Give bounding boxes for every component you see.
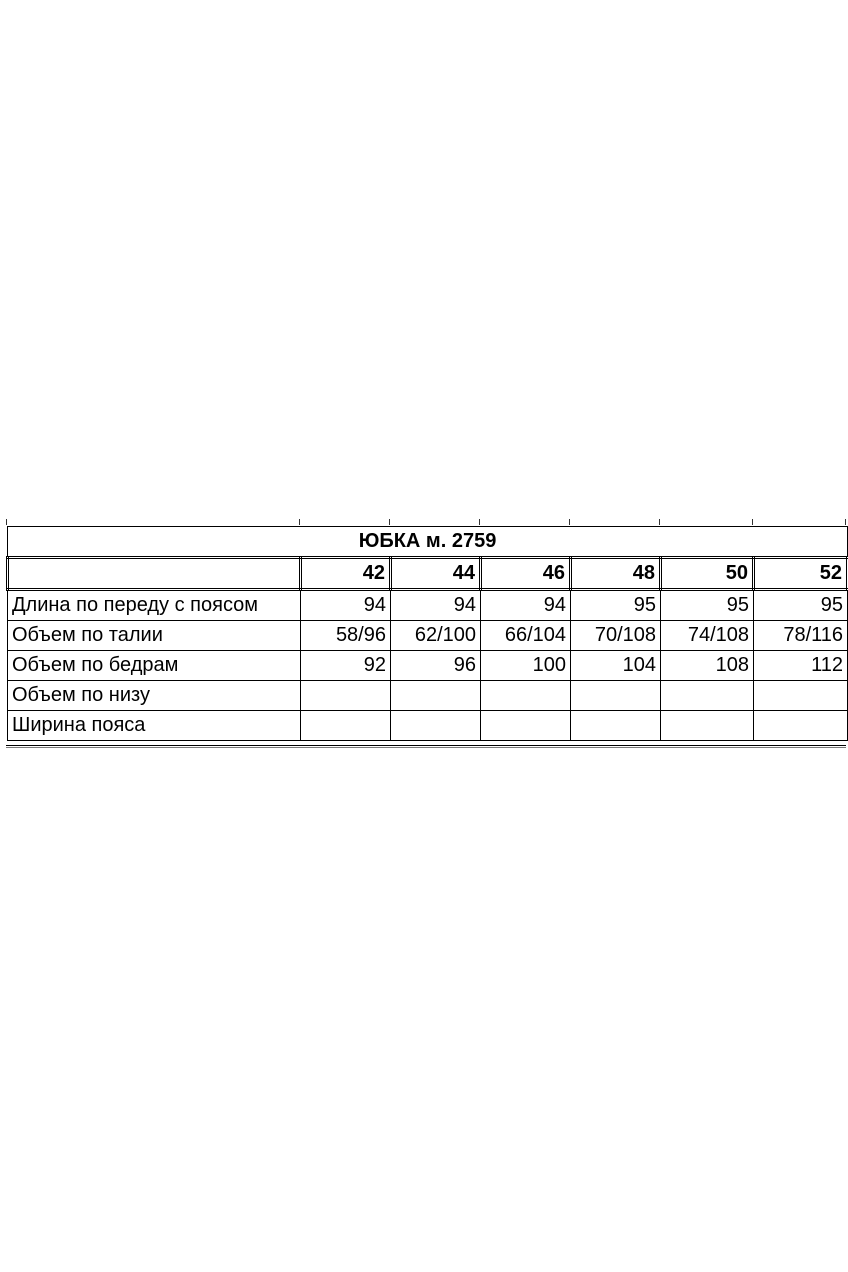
row-label: Объем по бедрам [8,651,301,681]
table-cell: 96 [391,651,481,681]
table-cell: 94 [391,590,481,621]
table-cell: 58/96 [301,621,391,651]
size-table [6,526,848,741]
table-cell: 66/104 [481,621,571,651]
table-cell: 104 [571,651,661,681]
table-cell: 62/100 [391,621,481,651]
table-cell: 70/108 [571,621,661,651]
table-row [8,621,848,651]
table-cell [571,681,661,711]
table-cell [754,681,848,711]
table-cell [571,711,661,741]
table-row [8,590,848,621]
table-cell: 95 [754,590,848,621]
table-cell: 95 [571,590,661,621]
table-title: ЮБКА м. 2759 [8,527,848,558]
row-label: Объем по низу [8,681,301,711]
size-header-cell: 42 [301,558,391,590]
row-label: Объем по талии [8,621,301,651]
table-cell: 94 [301,590,391,621]
table-row [8,711,848,741]
bottom-border-rule [6,745,846,748]
table-cell [391,681,481,711]
table-cell: 108 [661,651,754,681]
size-header-cell: 48 [571,558,661,590]
table-cell [301,681,391,711]
table-cell: 100 [481,651,571,681]
table-cell: 92 [301,651,391,681]
table-cell [481,711,571,741]
table-row [8,681,848,711]
table-cell: 74/108 [661,621,754,651]
table-cell: 95 [661,590,754,621]
table-cell [754,711,848,741]
table-cell [481,681,571,711]
size-header-cell: 50 [661,558,754,590]
size-header-cell: 52 [754,558,848,590]
table-row [8,651,848,681]
table-cell [661,681,754,711]
table-cell [661,711,754,741]
table-cell: 94 [481,590,571,621]
row-label: Длина по переду с поясом [8,590,301,621]
table-cell: 78/116 [754,621,848,651]
size-header-row [8,558,848,590]
table-cell: 112 [754,651,848,681]
table-cell [391,711,481,741]
title-row [8,527,848,558]
size-header-cell: 44 [391,558,481,590]
size-header-empty-cell [8,558,301,590]
table-cell [301,711,391,741]
size-header-cell: 46 [481,558,571,590]
row-label: Ширина пояса [8,711,301,741]
